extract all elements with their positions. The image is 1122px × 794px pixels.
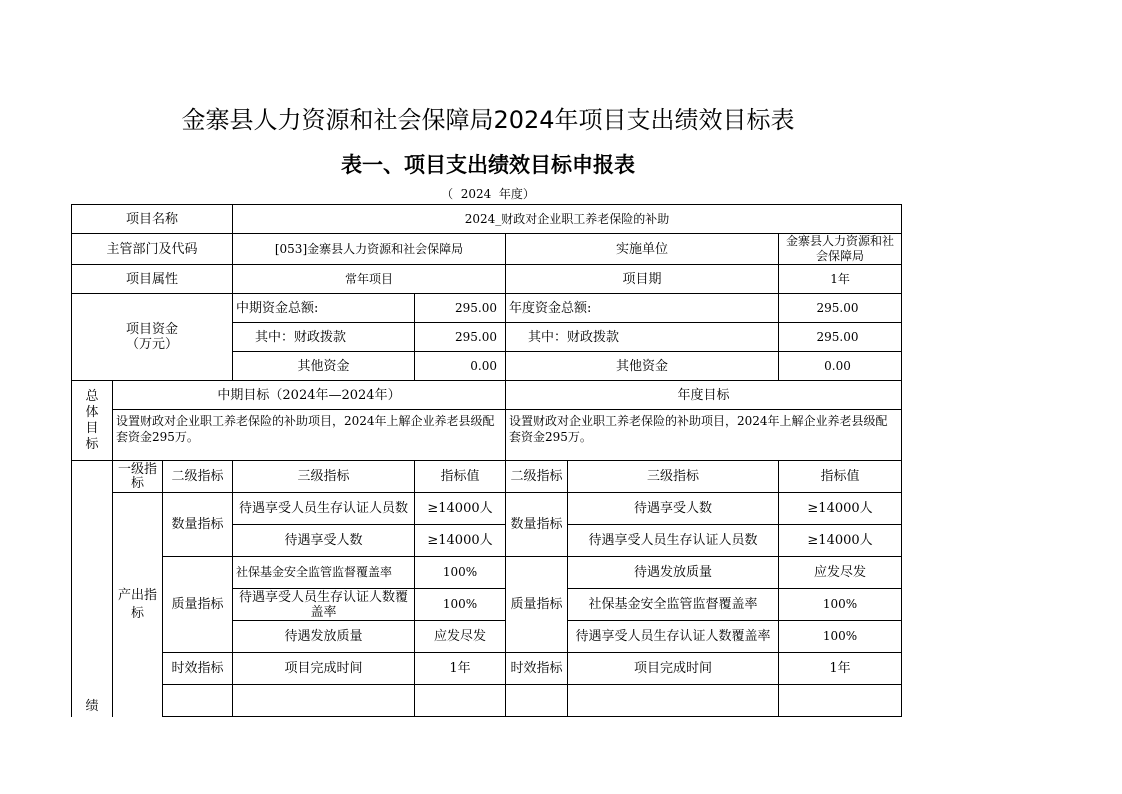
year-other-label: 其他资金 [506,352,779,381]
period-label: 项目期 [506,265,779,294]
row-indicator-header [72,461,902,493]
mid-fiscal-value: 295.00 [415,323,506,352]
mid-other-value: 0.00 [415,352,506,381]
year-indicator-value: ≥14000人 [779,525,902,557]
mid-indicator-name: 待遇发放质量 [233,621,415,653]
empty-cell [163,685,233,717]
table-row [72,493,902,525]
performance-side-label: 绩 [72,461,113,717]
table-row [72,653,902,685]
row-department [72,234,902,265]
level1-header: 一级指 标 [113,461,163,493]
year-indicator-name: 项目完成时间 [568,653,779,685]
year-indicator-name: 待遇享受人数 [568,493,779,525]
year-indicator-value: 1年 [779,653,902,685]
year-category-quantity: 数量指标 [506,493,568,557]
mid-category-time: 时效指标 [163,653,233,685]
mid-other-label: 其他资金 [233,352,415,381]
performance-table-wrapper [71,204,901,714]
mid-indicator-value: 100% [415,589,506,621]
year-fiscal-label: 其中：财政拨款 [506,323,779,352]
attr-label: 项目属性 [72,265,233,294]
year-goal-header: 年度目标 [506,381,902,410]
table-subtitle: 表一、项目支出绩效目标申报表 [341,153,635,177]
year-category-time: 时效指标 [506,653,568,685]
mid-indicator-value: 100% [415,557,506,589]
row-goals-text [72,410,902,461]
year-indicator-value: 100% [779,589,902,621]
mid-indicator-name: 社保基金安全监管监督覆盖率 [233,557,415,589]
funds-label: 项目资金 （万元） [72,294,233,381]
mid-indicator-value: 1年 [415,653,506,685]
year-indicator-name: 待遇享受人员生存认证人员数 [568,525,779,557]
level3-header-year: 三级指标 [568,461,779,493]
row-project-name [72,205,902,234]
table-row-cut-off [72,685,902,717]
empty-cell [233,685,415,717]
overall-goals-label: 总 体 目 标 [72,381,113,461]
dept-label: 主管部门及代码 [72,234,233,265]
year-category-quality: 质量指标 [506,557,568,653]
impl-value: 金寨县人力资源和社会保障局 [779,234,902,265]
mid-category-quantity: 数量指标 [163,493,233,557]
empty-cell [779,685,902,717]
mid-goal-text: 设置财政对企业职工养老保险的补助项目，2024年上解企业养老县级配套资金295万。 [113,410,506,461]
mid-indicator-name: 待遇享受人员生存认证人员数 [233,493,415,525]
empty-cell [506,685,568,717]
mid-fiscal-label: 其中：财政拨款 [233,323,415,352]
row-attribute [72,265,902,294]
performance-target-table [71,204,902,717]
mid-total-value: 295.00 [415,294,506,323]
level2-header-year: 二级指标 [506,461,568,493]
empty-cell [568,685,779,717]
level2-header-mid: 二级指标 [163,461,233,493]
year-indicator-value: ≥14000人 [779,493,902,525]
impl-label: 实施单位 [506,234,779,265]
year-indicator-value: 100% [779,621,902,653]
mid-goal-header: 中期目标（2024年—2024年） [113,381,506,410]
level3-header-mid: 三级指标 [233,461,415,493]
dept-value: [053]金寨县人力资源和社会保障局 [233,234,506,265]
mid-indicator-value: 应发尽发 [415,621,506,653]
year-indicator-name: 社保基金安全监管监督覆盖率 [568,589,779,621]
mid-indicator-value: ≥14000人 [415,525,506,557]
mid-indicator-name: 待遇享受人数 [233,525,415,557]
year-total-value: 295.00 [779,294,902,323]
mid-indicator-name: 待遇享受人员生存认证人数覆盖率 [233,589,415,621]
year-indicator-name: 待遇享受人员生存认证人数覆盖率 [568,621,779,653]
document-title: 金寨县人力资源和社会保障局2024年项目支出绩效目标表 [181,106,795,134]
year-indicator-value: 应发尽发 [779,557,902,589]
row-funds-total [72,294,902,323]
mid-indicator-value: ≥14000人 [415,493,506,525]
project-name-value: 2024_财政对企业职工养老保险的补助 [233,205,902,234]
year-line: （ 2024 年度） [441,187,535,201]
value-header-mid: 指标值 [415,461,506,493]
year-total-label: 年度资金总额: [506,294,779,323]
output-indicator-label: 产出指 标 [113,493,163,717]
period-value: 1年 [779,265,902,294]
row-goals-header [72,381,902,410]
value-header-year: 指标值 [779,461,902,493]
attr-value: 常年项目 [233,265,506,294]
mid-category-quality: 质量指标 [163,557,233,653]
project-name-label: 项目名称 [72,205,233,234]
year-fiscal-value: 295.00 [779,323,902,352]
year-indicator-name: 待遇发放质量 [568,557,779,589]
empty-cell [415,685,506,717]
year-other-value: 0.00 [779,352,902,381]
mid-indicator-name: 项目完成时间 [233,653,415,685]
table-row [72,557,902,589]
mid-total-label: 中期资金总额: [233,294,415,323]
year-goal-text: 设置财政对企业职工养老保险的补助项目，2024年上解企业养老县级配套资金295万。 [506,410,902,461]
